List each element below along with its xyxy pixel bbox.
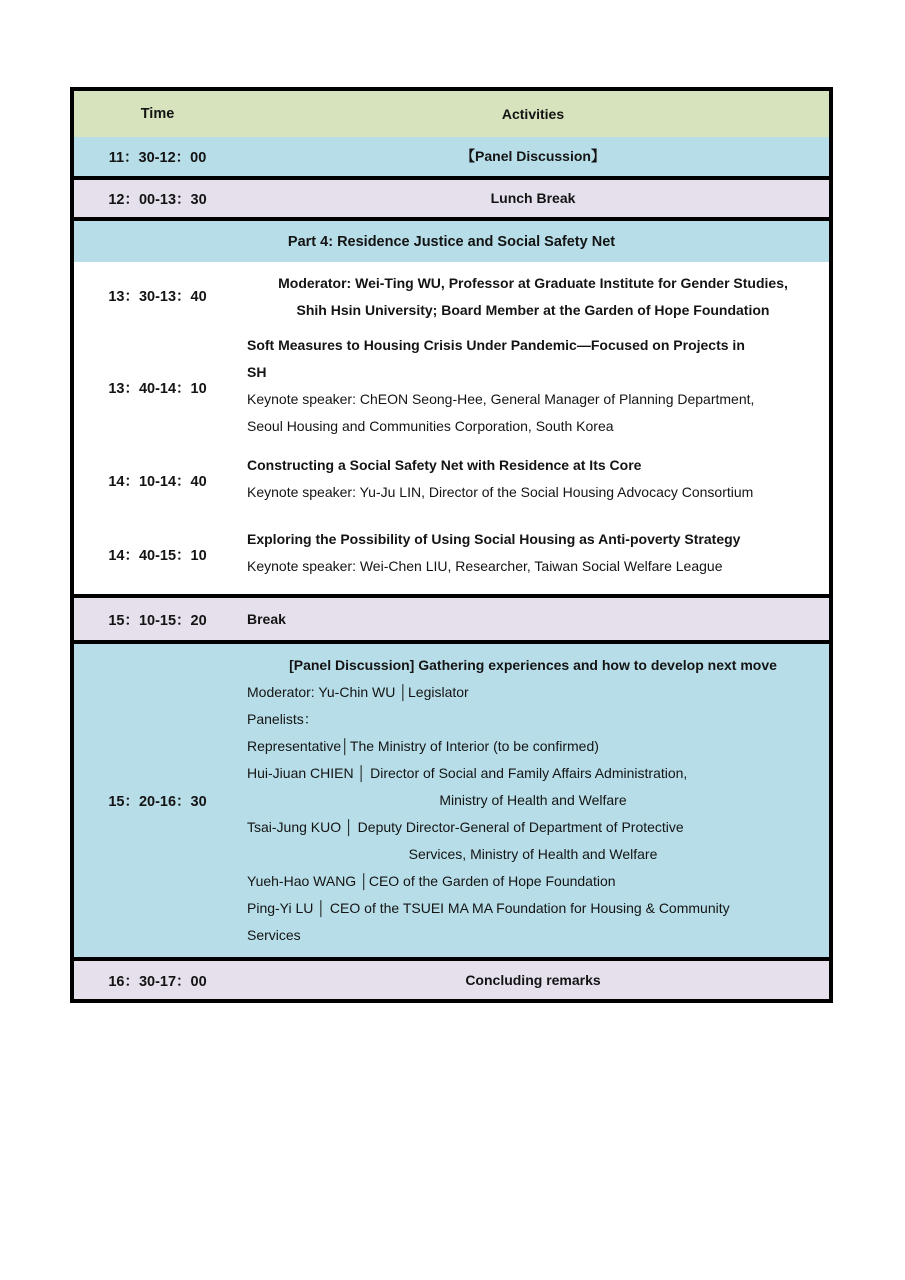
activity-line: Keynote speaker: Wei-Chen LIU, Researcher, Taiwan Social Welfare League — [247, 558, 723, 574]
activity-line: Exploring the Possibility of Using Social Housing as Anti-poverty Strategy — [247, 531, 741, 547]
activity-cell — [241, 328, 829, 446]
activity-line: Shih Hsin University; Board Member at the Garden of Hope Foundation — [296, 302, 770, 318]
time-cell: 15：10-15：20 — [108, 612, 207, 629]
table-row — [74, 180, 829, 221]
time-cell: 13：40-14：10 — [108, 380, 207, 397]
table-row — [74, 446, 829, 514]
activity-line: Ministry of Health and Welfare — [439, 792, 627, 808]
activity-cell — [241, 644, 829, 957]
activity-line: Services — [247, 927, 301, 943]
time-cell: 12：00-13：30 — [108, 192, 207, 208]
section-title: Part 4: Residence Justice and Social Safety Net — [287, 233, 616, 250]
activity-line: Lunch Break — [490, 190, 576, 206]
table-row — [74, 137, 829, 180]
table-row — [74, 644, 829, 961]
activity-line: Panelists： — [247, 711, 318, 727]
section-header-row — [74, 221, 829, 262]
activity-line: Break — [247, 610, 286, 627]
activity-cell — [241, 137, 829, 176]
time-cell: 13：30-13：40 — [108, 288, 207, 305]
activity-line: Hui-Jiuan CHIEN │ Director of Social and Family Affairs Administration, — [247, 765, 688, 781]
schedule-table — [70, 87, 833, 1003]
activity-line: Keynote speaker: Yu-Ju LIN, Director of the Social Housing Advocacy Consortium — [247, 484, 754, 500]
activity-line: Services, Ministry of Health and Welfare — [408, 846, 658, 862]
activity-cell — [241, 961, 829, 999]
activity-line: Soft Measures to Housing Crisis Under Pandemic—Focused on Projects in — [247, 337, 745, 353]
activity-line: Moderator: Yu-Chin WU │Legislator — [247, 684, 469, 700]
table-row — [74, 328, 829, 446]
time-cell: 15：20-16：30 — [108, 794, 207, 810]
activity-line: 【Panel Discussion】 — [461, 148, 605, 164]
activity-line: Representative│The Ministry of Interior (to be confirmed) — [247, 738, 599, 754]
activity-cell — [241, 446, 829, 514]
time-cell: 14：40-15：10 — [108, 547, 207, 564]
activity-line: SH — [247, 364, 267, 380]
activity-line: Ping-Yi LU │ CEO of the TSUEI MA MA Foundation for Housing & Community — [247, 900, 730, 916]
activity-cell — [241, 262, 829, 328]
activity-line: Tsai-Jung KUO │ Deputy Director-General of Department of Protective — [247, 819, 684, 835]
activity-line: Activities — [501, 105, 565, 122]
time-cell: 14：10-14：40 — [108, 473, 207, 490]
time-header-cell: Time — [140, 106, 175, 122]
table-row — [74, 262, 829, 328]
table-row — [74, 961, 829, 999]
table-row — [74, 598, 829, 644]
time-cell: 16：30-17：00 — [108, 973, 207, 990]
activity-line: Yueh-Hao WANG │CEO of the Garden of Hope Foundation — [247, 873, 616, 889]
activity-cell — [241, 180, 829, 217]
activity-line: [Panel Discussion] Gathering experiences and how to develop next move — [289, 657, 777, 673]
activity-line: Constructing a Social Safety Net with Residence at Its Core — [247, 457, 642, 473]
activities-header-cell — [241, 91, 829, 137]
activity-line: Seoul Housing and Communities Corporation, South Korea — [247, 418, 614, 434]
activity-cell — [241, 598, 829, 640]
activity-line: Keynote speaker: ChEON Seong-Hee, General Manager of Planning Department, — [247, 391, 755, 407]
table-row — [74, 514, 829, 598]
header-row — [74, 91, 829, 137]
activity-line: Concluding remarks — [465, 971, 601, 988]
activity-cell — [241, 514, 829, 594]
activity-line: Moderator: Wei-Ting WU, Professor at Graduate Institute for Gender Studies, — [278, 275, 788, 291]
time-cell: 11：30-12：00 — [108, 150, 207, 166]
